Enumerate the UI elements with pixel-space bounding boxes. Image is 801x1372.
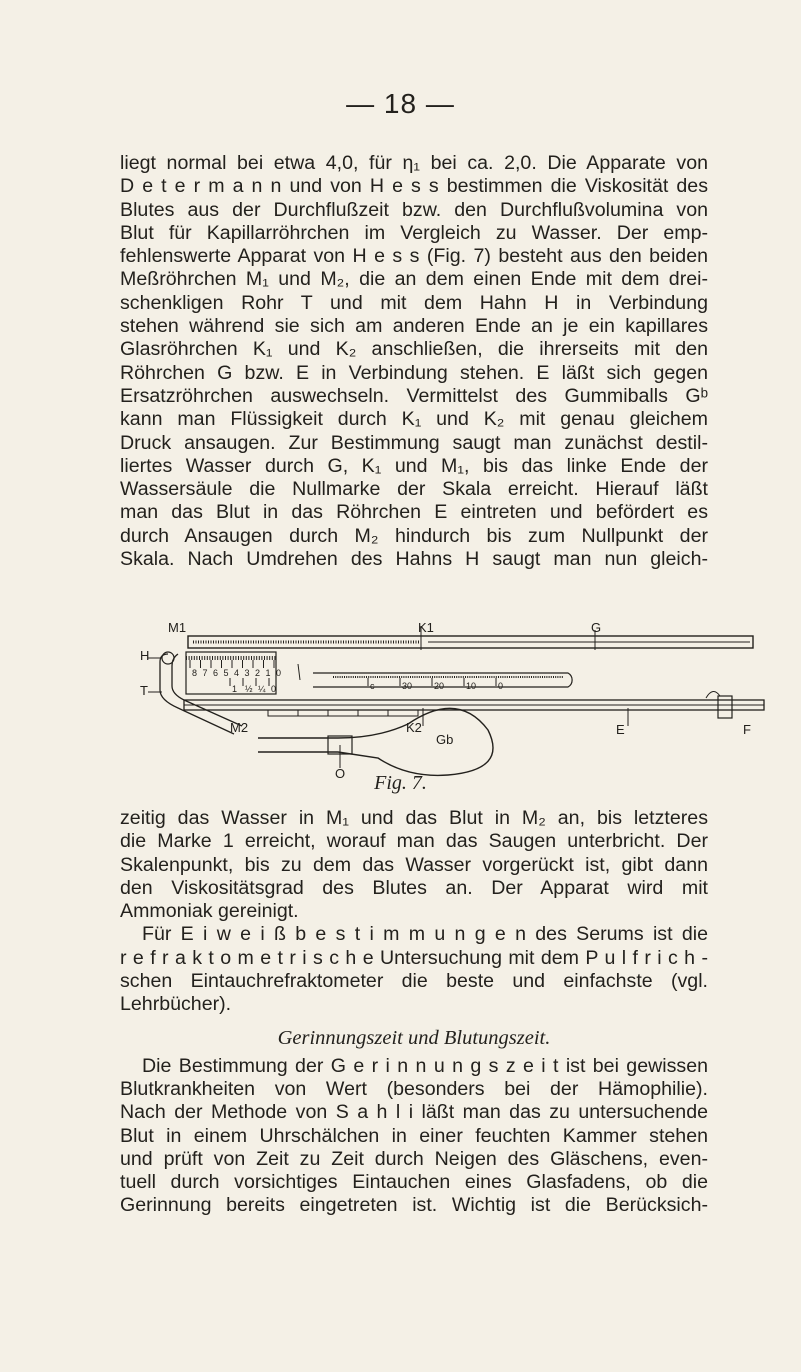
scale-lower-label: ¼ <box>258 684 266 694</box>
scale-upper-label: 7 <box>202 668 208 678</box>
text-line: durch Ansaugen durch M₂ hindurch bis zum Nullpunkt der <box>120 524 708 547</box>
scale-upper-ticks <box>190 660 281 678</box>
paragraph-viscosity <box>120 152 708 571</box>
text-line: Lehrbücher). <box>120 993 232 1016</box>
text-line: Wassersäule die Nullmarke der Skala erreicht. Hierauf läßt <box>120 478 708 501</box>
text-line: Skalenpunkt, bis zu dem das Wasser vorgerückt ist, gibt dann <box>120 853 708 876</box>
text-line: liertes Wasser durch G, K₁ und M₁, bis das linke Ende der <box>120 454 708 477</box>
label-t: T <box>140 683 148 698</box>
label-g: G <box>591 620 602 635</box>
text-line: schenkligen Rohr T und mit dem Hahn H in Verbindung <box>120 291 708 314</box>
text-line: Blut für Kapillarröhrchen im Vergleich zu Wasser. Der emp- <box>120 221 708 244</box>
scale-upper-label: 1 <box>265 668 271 678</box>
scale-lower-ticks <box>230 678 276 694</box>
label-o: O <box>335 766 346 780</box>
text-line: Blutes aus der Durchflußzeit bzw. den Durchflußvolumina von <box>120 198 708 221</box>
text-line: r e f r a k t o m e t r i s c h e Untersuchung mit dem P u l f r i c h - <box>120 946 708 969</box>
label-m1: M1 <box>168 620 187 635</box>
text-line: Blutkrankheiten von Wert (besonders bei der Hämophilie). <box>120 1077 708 1100</box>
text-line: D e t e r m a n n und von H e s s bestimmen die Viskosität des <box>120 175 708 198</box>
scale-upper-label: 6 <box>213 668 219 678</box>
scale-lower-label: 0 <box>271 684 277 694</box>
text-line: Gerinnung bereits eingetreten ist. Wichtig ist die Berücksich- <box>120 1194 708 1217</box>
text-line: Druck ansaugen. Zur Bestimmung saugt man zunächst destil- <box>120 431 708 454</box>
text-line: Für E i w e i ß b e s t i m m u n g e n des Serums ist die <box>142 923 708 946</box>
label-k2: K2 <box>406 720 422 735</box>
scale-lower-label: 1 <box>232 684 238 694</box>
paragraph-continuation <box>120 807 708 1218</box>
text-line: und prüft von Zeit zu Zeit durch Neigen des Gläschens, even- <box>120 1147 708 1170</box>
text-line: Die Bestimmung der G e r i n n u n g s z e i t ist bei gewissen <box>142 1054 708 1077</box>
page-number: — 18 — <box>346 88 455 119</box>
text-line: schen Eintauchrefraktometer die beste und einfachste (vgl. <box>120 970 708 993</box>
text-line: Ersatzröhrchen auswechseln. Vermittelst des Gummiballs Gᵇ <box>120 384 708 407</box>
scale-right-label: 10 <box>466 681 477 691</box>
rubber-ball <box>258 708 493 775</box>
text-line: man das Blut in das Röhrchen E eintreten und befördert es <box>120 501 708 524</box>
scale-right-label: c <box>370 681 375 691</box>
label-gb: Gb <box>436 732 454 747</box>
text-line: zeitig das Wasser in M₁ und das Blut in M₂ an, bis letzteres <box>120 807 708 829</box>
text-line: liegt normal bei etwa 4,0, für η₁ bei ca. 2,0. Die Apparate von <box>120 152 708 174</box>
figure-caption: Fig. 7. <box>374 772 427 794</box>
text-line: fehlenswerte Apparat von H e s s (Fig. 7) besteht aus den beiden <box>120 245 708 268</box>
text-line: Nach der Methode von S a h l i läßt man das zu untersuchende <box>120 1101 708 1124</box>
scale-right-label: 30 <box>402 681 413 691</box>
text-line: Blut in einem Uhrschälchen in einer feuchten Kammer stehen <box>120 1124 708 1147</box>
label-k1: K1 <box>418 620 434 635</box>
text-line: tuell durch vorsichtiges Eintauchen eines Glasfadens, ob die <box>120 1171 708 1194</box>
label-e: E <box>616 722 625 737</box>
scale-upper-label: 0 <box>276 668 282 678</box>
scale-right-label: 0 <box>498 681 504 691</box>
scale-lower-label: ½ <box>245 684 253 694</box>
label-h: H <box>140 648 150 663</box>
text-line: kann man Flüssigkeit durch K₁ und K₂ mit genau gleichem <box>120 408 708 431</box>
label-m2: M2 <box>230 720 249 735</box>
figure-hess-viscosimeter <box>138 620 778 780</box>
text-line: den Viskositätsgrad des Blutes an. Der Apparat wird mit <box>120 876 708 899</box>
text-line: Meßröhrchen M₁ und M₂, die an dem einen Ende mit dem drei- <box>120 268 708 291</box>
scale-right-label: 20 <box>434 681 445 691</box>
text-line: Ammoniak gereinigt. <box>120 900 299 923</box>
text-line: Skala. Nach Umdrehen des Hahns H saugt man nun gleich- <box>120 548 708 571</box>
scale-upper-label: 2 <box>255 668 261 678</box>
label-f: F <box>743 722 751 737</box>
scale-upper-label: 4 <box>234 668 240 678</box>
text-line: stehen während sie sich am anderen Ende an je ein kapillares <box>120 315 708 338</box>
scale-upper-label: 5 <box>223 668 229 678</box>
scale-right-ticks <box>368 678 503 691</box>
text-line: Röhrchen G bzw. E in Verbindung stehen. E läßt sich gegen <box>120 361 708 384</box>
scale-upper-label: 3 <box>244 668 250 678</box>
text-line: Glasröhrchen K₁ und K₂ anschließen, die ihrerseits mit den <box>120 338 708 361</box>
text-line: die Marke 1 erreicht, worauf man das Saugen unterbricht. Der <box>120 830 708 853</box>
subheading-gerinnungszeit: Gerinnungszeit und Blutungszeit. <box>277 1026 551 1049</box>
scale-upper-label: 8 <box>192 668 198 678</box>
